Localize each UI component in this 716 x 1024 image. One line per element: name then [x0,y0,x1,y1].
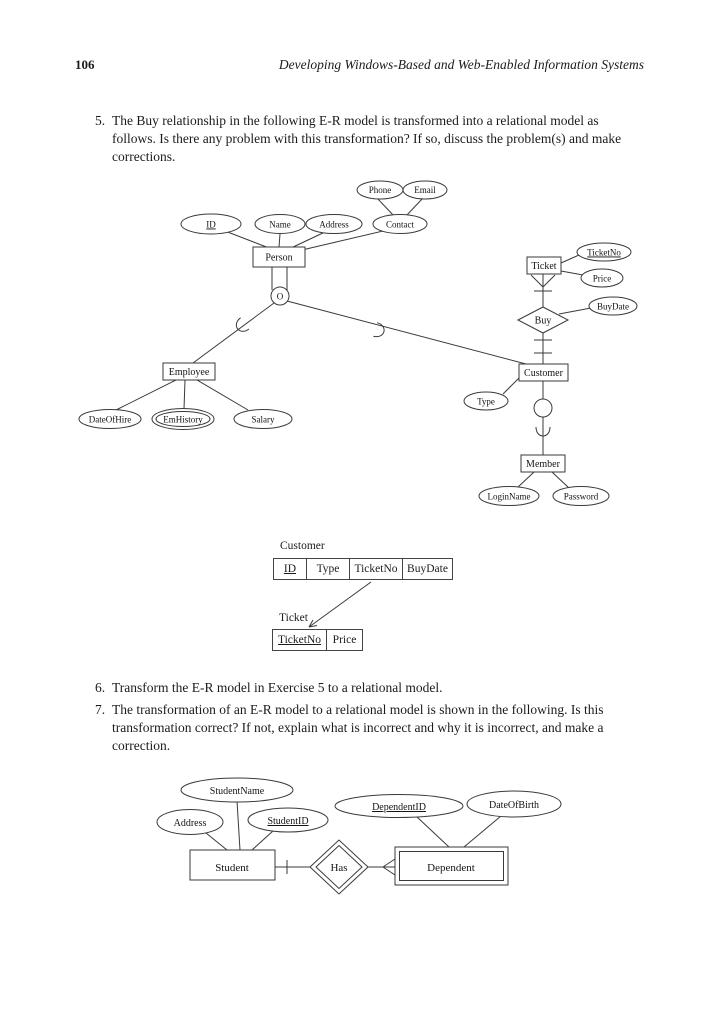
table-cell [273,630,327,651]
attribute-type-label: Type [477,396,495,407]
attribute-price-label: Price [592,273,612,284]
table-row [273,630,363,651]
entity-member-label: Member [526,459,560,470]
key-column: TicketNo [277,634,322,646]
customer-table-title: Customer [280,540,325,552]
attribute-contact-label: Contact [386,219,414,230]
attribute-name-label: Name [269,219,291,230]
attribute-emhistory-label: EmHistory [163,414,203,425]
crow-foot-dependent [383,859,395,867]
exercise-7 [95,701,623,754]
table-cell: TicketNo [350,559,403,580]
attribute-address-label: Address [319,219,349,230]
attribute-password-label: Password [563,491,599,502]
isa-circle-customer [534,399,552,417]
exercise-6-text: Transform the E-R model in Exercise 5 to a relational model. [112,680,443,695]
attribute-studentid-label: StudentID [267,816,309,827]
table-row [274,559,453,580]
table-cell [274,559,307,580]
table-cell: BuyDate [403,559,453,580]
er-diagram-buy [0,175,716,515]
entity-dependent-label: Dependent [427,862,475,874]
er-diagram-student-dependent [0,773,716,908]
crow-foot-dependent [383,867,395,875]
attribute-buydate-label: BuyDate [597,301,629,312]
attribute-studentname-label: StudentName [209,786,265,797]
exercise-6-number: 6. [95,680,106,695]
attribute-ticketno-label: TicketNo [587,247,621,258]
relationship-has-label: Has [330,862,348,874]
attribute-email-label: Email [414,185,436,195]
relationship-buy-label: Buy [534,315,552,327]
ticket-table-title: Ticket [279,612,308,624]
attribute-address-label: Address [173,818,207,829]
isa-circle-label: O [276,291,284,302]
entity-student-label: Student [215,862,249,874]
attribute-id-label: ID [206,219,216,230]
attribute-dateofbirth-label: DateOfBirth [489,800,539,811]
exercise-5 [95,112,623,165]
entity-person-label: Person [265,252,293,264]
entity-employee-label: Employee [168,367,210,378]
entity-customer-label: Customer [524,368,563,379]
key-column: ID [283,563,297,575]
connector-lines [116,198,591,488]
exercise-7-number: 7. [95,702,106,717]
running-title: Developing Windows-Based and Web-Enabled Information Systems [278,57,644,72]
ticket-table [272,629,363,651]
exercise-5-number: 5. [95,113,106,128]
exercise-7-text: The transformation of an E-R model to a relational model is shown in the following. Is this transformation correct? If not, explain what is incorrect and why it is incorrect, and make a correction. [112,702,604,753]
table-cell: Price [327,630,363,651]
attribute-dateofhire-label: DateOfHire [88,414,132,425]
table-cell: Type [307,559,350,580]
foreign-key-arrow [0,580,716,635]
exercise-5-text: The Buy relationship in the following E-R model is transformed into a relational model as follows. Is there any problem with this transformation? If so, discuss the problem(s) and make corrections. [112,113,622,164]
attribute-phone-label: Phone [368,185,392,195]
attribute-dependentid-label: DependentID [372,802,426,813]
customer-table [273,558,453,580]
attribute-salary-label: Salary [251,414,275,425]
page-number: 106 [75,57,95,72]
exercise-6 [95,679,623,697]
entity-ticket-label: Ticket [531,261,557,272]
attribute-loginname-label: LoginName [487,491,531,502]
